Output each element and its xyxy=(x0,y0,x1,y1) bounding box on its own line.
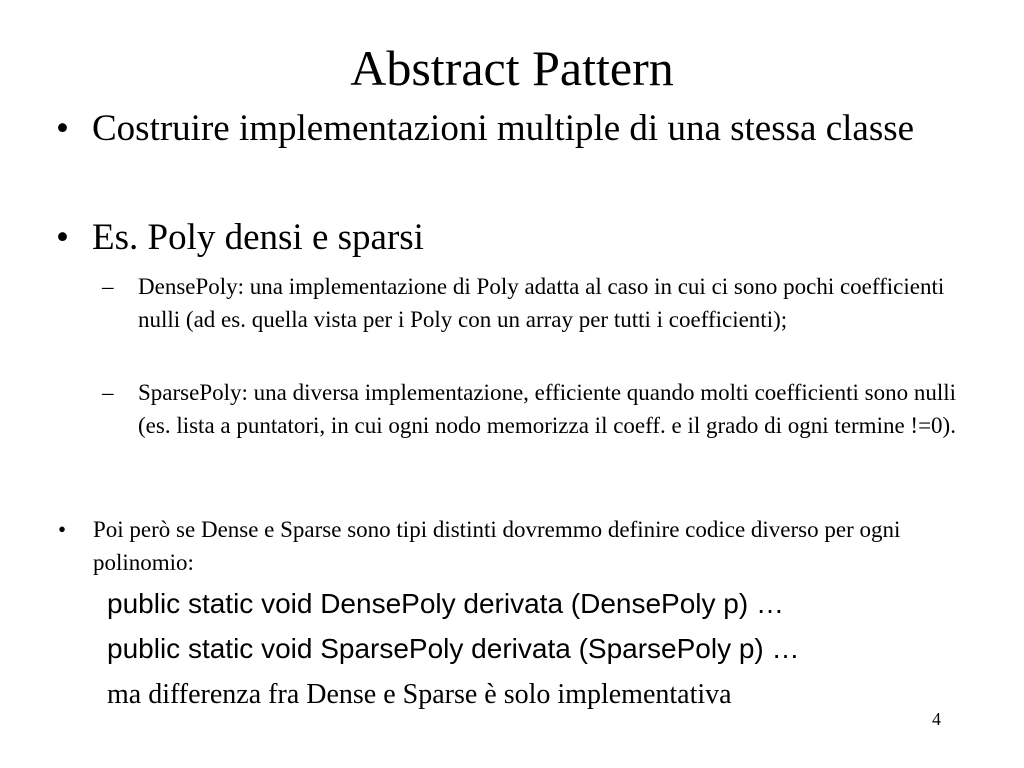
bullet-marker: • xyxy=(56,217,69,258)
sub-bullet-text: SparsePoly: una diversa implementazione, efficiente quando molti coefficienti sono nulli (es. lista a puntatori, in cui ogni nodo memorizza il coeff. e il grado di ogni termine !=0). xyxy=(138,380,956,438)
sub-bullet-marker: – xyxy=(102,380,114,405)
bullet-marker: • xyxy=(58,517,67,542)
bullet-item xyxy=(56,213,956,262)
sub-bullet-item xyxy=(102,376,982,442)
closing-line: ma differenza fra Dense e Sparse è solo implementativa xyxy=(107,679,732,710)
bullet-item xyxy=(58,513,938,579)
page-number: 4 xyxy=(932,709,941,729)
code-line: public static void SparsePoly derivata (SparsePoly p) … xyxy=(107,633,800,664)
sub-bullet-marker: – xyxy=(102,274,114,299)
bullet-marker: • xyxy=(56,108,69,149)
bullet-text: Poi però se Dense e Sparse sono tipi distinti dovremmo definire codice diverso per ogni polinomio: xyxy=(93,517,901,575)
bullet-text: Costruire implementazioni multiple di una stessa classe xyxy=(92,108,915,149)
bullet-text: Es. Poly densi e sparsi xyxy=(92,217,424,258)
code-line: public static void DensePoly derivata (DensePoly p) … xyxy=(107,588,784,619)
sub-bullet-item xyxy=(102,270,982,336)
sub-bullet-text: DensePoly: una implementazione di Poly adatta al caso in cui ci sono pochi coefficienti nulli (ad es. quella vista per i Poly con un array per tutti i coefficienti); xyxy=(138,274,945,332)
bullet-item xyxy=(56,104,956,153)
slide-title: Abstract Pattern xyxy=(350,40,674,96)
